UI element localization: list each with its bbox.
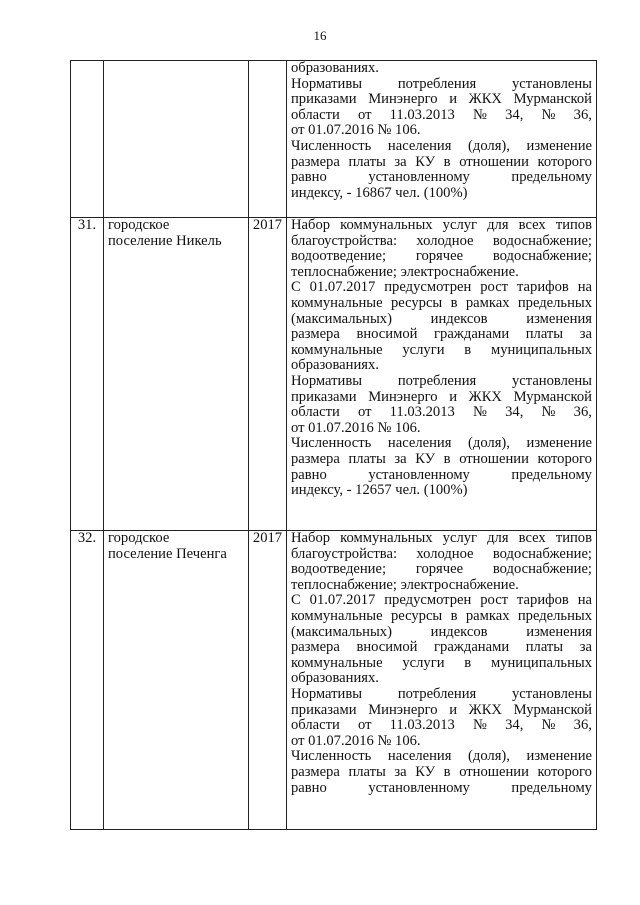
description-word: 36,: [573, 106, 592, 123]
description-line: [291, 687, 592, 703]
description-word: за: [579, 639, 592, 656]
description-word: предельных: [517, 607, 592, 624]
municipality-name-line: городское: [108, 217, 170, 233]
description-line: [291, 139, 592, 155]
description-word: услуги: [402, 654, 445, 671]
description-word: Минэнерго: [368, 91, 438, 108]
description-word: населения: [387, 137, 452, 154]
description-word: горячее: [415, 561, 464, 578]
description-word: №: [541, 717, 556, 734]
description-word: благоустройства:: [291, 232, 398, 249]
description-word: индексов: [430, 623, 488, 640]
description-word: водоснабжение;: [492, 232, 592, 249]
description-cell: [287, 61, 597, 218]
description-word: Набор: [291, 217, 331, 233]
description-word: водоотведение;: [291, 561, 387, 578]
description-word: тарифов: [516, 592, 569, 609]
description-word: рамках: [465, 607, 510, 624]
description-word: КУ: [415, 763, 436, 780]
description-word: для: [487, 530, 509, 546]
description-word: от 01.07.2016 № 106.: [291, 122, 421, 139]
description-word: типов: [555, 530, 592, 546]
description-word: типов: [555, 217, 592, 233]
description-word: рост: [480, 279, 509, 296]
description-word: образованиях.: [291, 357, 379, 374]
description-word: размера: [291, 763, 340, 780]
description-word: предельных: [517, 294, 592, 311]
description-word: размера: [291, 450, 340, 467]
description-word: теплоснабжение; электроснабжение.: [291, 263, 519, 280]
description-word: услуг: [442, 217, 478, 233]
description-line: [291, 483, 592, 499]
description-word: которого: [537, 763, 592, 780]
description-line: [291, 186, 592, 202]
description-word: установлены: [512, 685, 592, 702]
description-word: в: [464, 654, 472, 671]
description-word: С: [291, 279, 301, 296]
description-word: водоснабжение;: [492, 248, 592, 265]
description-line: [291, 656, 592, 672]
description-word: коммунальных: [340, 530, 433, 546]
description-word: 11.03.2013: [389, 106, 455, 123]
description-line: [291, 155, 592, 171]
description-line: [291, 421, 592, 437]
description-word: ЖКХ: [468, 701, 502, 718]
description-line: [291, 452, 592, 468]
description-word: которого: [537, 153, 592, 170]
description-word: платы: [348, 450, 386, 467]
description-word: от 01.07.2016 № 106.: [291, 732, 421, 749]
description-word: в: [450, 294, 458, 311]
description-line: [291, 436, 592, 452]
description-word: равно: [291, 169, 327, 186]
description-word: области: [291, 717, 340, 734]
table-row: [71, 218, 597, 531]
description-line: [291, 265, 592, 281]
description-word: водоснабжение;: [492, 545, 592, 562]
description-word: водоотведение;: [291, 248, 387, 265]
description-word: Мурманской: [513, 91, 592, 108]
description-line: [291, 765, 592, 781]
description-word: ресурсы: [390, 294, 443, 311]
description-word: 34,: [505, 404, 524, 421]
description-word: благоустройства:: [291, 545, 398, 562]
description-line: [291, 562, 592, 578]
description-word: потребления: [397, 372, 477, 389]
description-word: Нормативы: [291, 372, 363, 389]
row-number-cell: 32.: [71, 531, 104, 830]
description-word: и: [449, 388, 457, 405]
municipality-name-cell: [104, 61, 249, 218]
description-word: потребления: [397, 685, 477, 702]
description-line: [291, 170, 592, 186]
description-word: Численность: [291, 748, 372, 765]
description-word: услуг: [442, 530, 478, 546]
description-word: 34,: [505, 717, 524, 734]
page-number: 16: [313, 28, 327, 43]
table-row: [71, 531, 597, 830]
description-word: от: [357, 106, 372, 123]
description-word: за: [394, 450, 407, 467]
description-word: населения: [387, 748, 452, 765]
description-word: С: [291, 592, 301, 609]
description-cell: [287, 218, 597, 531]
description-word: рост: [480, 592, 509, 609]
description-word: индексу, - 12657 чел. (100%): [291, 482, 468, 499]
description-word: услуги: [402, 341, 445, 358]
description-line: [291, 749, 592, 765]
description-line: [291, 234, 592, 250]
description-word: установленному: [368, 779, 470, 796]
description-word: потребления: [397, 75, 477, 92]
description-word: ЖКХ: [468, 388, 502, 405]
description-line: [291, 312, 592, 328]
description-word: от: [357, 717, 372, 734]
description-line: [291, 218, 592, 234]
description-word: размера: [291, 639, 340, 656]
description-line: [291, 405, 592, 421]
description-word: гражданами: [434, 326, 510, 343]
description-word: индексу, - 16867 чел. (100%): [291, 184, 468, 201]
description-word: в: [450, 607, 458, 624]
year-cell: 2017: [249, 218, 287, 531]
description-word: №: [472, 717, 487, 734]
description-word: Мурманской: [513, 388, 592, 405]
description-word: тарифов: [516, 279, 569, 296]
description-word: изменение: [526, 435, 592, 452]
description-word: в: [464, 341, 472, 358]
description-line: [291, 296, 592, 312]
description-word: (максимальных): [291, 310, 392, 327]
description-word: размера: [291, 153, 340, 170]
description-word: коммунальных: [340, 217, 433, 233]
description-word: Численность: [291, 435, 372, 452]
description-word: предусмотрен: [384, 592, 472, 609]
description-word: установлены: [512, 372, 592, 389]
description-word: Численность: [291, 137, 372, 154]
description-word: отношении: [459, 763, 529, 780]
description-word: на: [577, 279, 592, 296]
description-line: [291, 61, 592, 77]
description-word: которого: [537, 450, 592, 467]
description-word: Нормативы: [291, 685, 363, 702]
description-word: платы: [525, 639, 564, 656]
description-word: приказами: [291, 701, 357, 718]
description-word: размера: [291, 326, 340, 343]
description-line: [291, 531, 592, 547]
description-word: муниципальных: [490, 654, 592, 671]
description-line: [291, 609, 592, 625]
description-line: [291, 578, 592, 594]
description-line: [291, 718, 592, 734]
year-cell: [249, 61, 287, 218]
description-word: в: [443, 153, 451, 170]
description-word: отношении: [459, 153, 529, 170]
description-word: предусмотрен: [384, 279, 472, 296]
description-word: №: [472, 404, 487, 421]
description-word: (доля),: [468, 748, 510, 765]
description-word: холодное: [416, 545, 474, 562]
description-line: [291, 390, 592, 406]
tariff-table: [70, 60, 597, 830]
description-word: и: [449, 701, 457, 718]
description-word: изменение: [526, 748, 592, 765]
municipality-name-line: поселение Никель: [108, 232, 222, 249]
description-word: 36,: [573, 717, 592, 734]
description-line: [291, 593, 592, 609]
description-line: [291, 468, 592, 484]
description-word: области: [291, 106, 340, 123]
description-word: ресурсы: [390, 607, 443, 624]
description-word: платы: [348, 763, 386, 780]
description-word: коммунальные: [291, 654, 383, 671]
description-word: рамках: [465, 294, 510, 311]
description-line: [291, 625, 592, 641]
description-word: области: [291, 404, 340, 421]
description-word: отношении: [459, 450, 529, 467]
description-word: равно: [291, 779, 327, 796]
description-word: образованиях.: [291, 60, 379, 76]
description-word: установлены: [512, 75, 592, 92]
description-word: в: [443, 763, 451, 780]
description-word: для: [487, 217, 509, 233]
description-word: вносимой: [356, 639, 418, 656]
description-word: Минэнерго: [368, 388, 438, 405]
description-word: равно: [291, 466, 327, 483]
description-word: 11.03.2013: [389, 404, 455, 421]
description-line: [291, 327, 592, 343]
description-word: коммунальные: [291, 607, 383, 624]
description-word: за: [394, 763, 407, 780]
description-word: от 01.07.2016 № 106.: [291, 419, 421, 436]
description-word: холодное: [416, 232, 474, 249]
description-word: вносимой: [356, 326, 418, 343]
description-word: образованиях.: [291, 670, 379, 687]
year-cell: 2017: [249, 531, 287, 830]
description-word: №: [472, 106, 487, 123]
description-word: установленному: [368, 466, 470, 483]
description-word: №: [541, 106, 556, 123]
row-number-cell: 31.: [71, 218, 104, 531]
description-word: №: [541, 404, 556, 421]
description-line: [291, 358, 592, 374]
description-word: индексов: [430, 310, 488, 327]
description-word: Нормативы: [291, 75, 363, 92]
description-word: гражданами: [434, 639, 510, 656]
description-line: [291, 92, 592, 108]
description-line: [291, 374, 592, 390]
description-word: коммунальные: [291, 341, 383, 358]
municipality-name-cell: [104, 218, 249, 531]
municipality-name-line: поселение Печенга: [108, 545, 227, 562]
description-word: 34,: [505, 106, 524, 123]
description-word: изменения: [526, 623, 592, 640]
description-word: теплоснабжение; электроснабжение.: [291, 576, 519, 593]
description-word: 11.03.2013: [389, 717, 455, 734]
description-word: КУ: [415, 450, 436, 467]
description-word: (максимальных): [291, 623, 392, 640]
description-line: [291, 280, 592, 296]
description-word: 36,: [573, 404, 592, 421]
description-word: муниципальных: [490, 341, 592, 358]
description-word: предельному: [511, 169, 592, 186]
description-word: коммунальные: [291, 294, 383, 311]
municipality-name-cell: [104, 531, 249, 830]
description-line: [291, 108, 592, 124]
description-word: установленному: [368, 169, 470, 186]
description-line: [291, 734, 592, 750]
description-word: КУ: [415, 153, 436, 170]
description-word: в: [443, 450, 451, 467]
description-word: предельному: [511, 466, 592, 483]
row-number-cell: [71, 61, 104, 218]
description-word: населения: [387, 435, 452, 452]
description-line: [291, 249, 592, 265]
description-word: от: [357, 404, 372, 421]
description-line: [291, 671, 592, 687]
description-word: приказами: [291, 91, 357, 108]
description-word: за: [579, 326, 592, 343]
description-line: [291, 77, 592, 93]
description-word: изменение: [526, 137, 592, 154]
description-word: (доля),: [468, 435, 510, 452]
description-word: Набор: [291, 530, 331, 546]
description-word: и: [449, 91, 457, 108]
description-word: водоснабжение;: [492, 561, 592, 578]
description-word: 01.07.2017: [309, 592, 376, 609]
description-line: [291, 547, 592, 563]
description-word: Мурманской: [513, 701, 592, 718]
description-word: за: [394, 153, 407, 170]
description-line: [291, 343, 592, 359]
description-word: изменения: [526, 310, 592, 327]
description-line: [291, 703, 592, 719]
table-row: [71, 61, 597, 218]
description-line: [291, 640, 592, 656]
description-word: на: [577, 592, 592, 609]
description-word: платы: [348, 153, 386, 170]
municipality-name-line: городское: [108, 530, 170, 546]
description-word: всех: [518, 217, 546, 233]
description-word: горячее: [415, 248, 464, 265]
description-word: всех: [518, 530, 546, 546]
description-cell: [287, 531, 597, 830]
description-word: ЖКХ: [468, 91, 502, 108]
description-line: [291, 781, 592, 797]
description-word: 01.07.2017: [309, 279, 376, 296]
description-word: (доля),: [468, 137, 510, 154]
description-word: предельному: [511, 779, 592, 796]
description-word: платы: [525, 326, 564, 343]
description-line: [291, 123, 592, 139]
description-word: приказами: [291, 388, 357, 405]
description-word: Минэнерго: [368, 701, 438, 718]
